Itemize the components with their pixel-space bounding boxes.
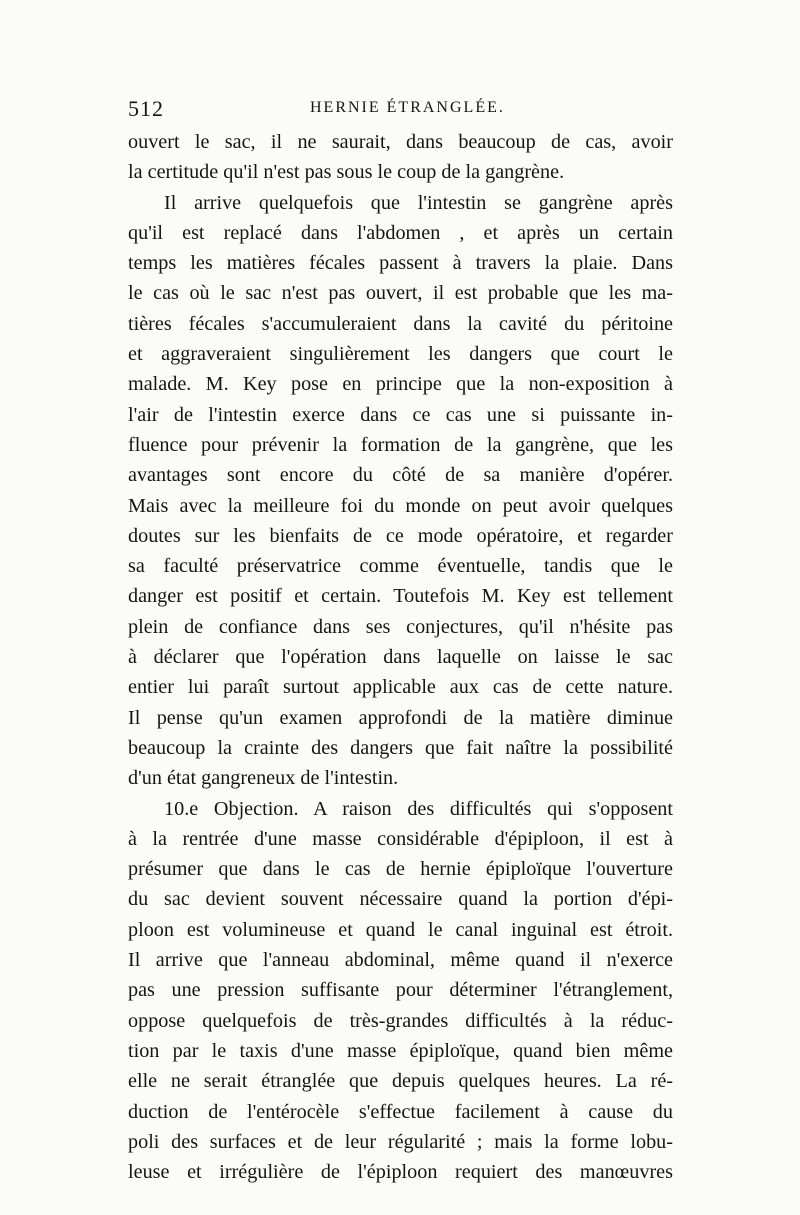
text-line: ouvert le sac, il ne saurait, dans beaucoup de cas, avoir (128, 131, 673, 153)
text-line: Il pense qu'un examen approfondi de la matière diminue (128, 706, 673, 729)
text-line: Il arrive que l'anneau abdominal, même quand il n'exerce (128, 949, 673, 972)
text-line: temps les matières fécales passent à travers la plaie. Dans (128, 252, 673, 275)
text-line: avantages sont encore du côté de sa manière d'opérer. (128, 464, 673, 487)
text-line: le cas où le sac n'est pas ouvert, il est probable que les ma- (128, 282, 673, 305)
text-line: à déclarer que l'opération dans laquelle on laisse le sac (128, 646, 673, 669)
text-line: l'air de l'intestin exerce dans ce cas une si puissante in- (128, 403, 673, 426)
text-line: entier lui paraît surtout applicable aux cas de cette nature. (128, 676, 673, 699)
page-header (128, 96, 673, 126)
text-line: tion par le taxis d'une masse épiploïque, quand bien même (128, 1039, 673, 1062)
text-line: et aggraveraient singulièrement les dangers que court le (128, 343, 673, 366)
text-line: tières fécales s'accumuleraient dans la cavité du péritoine (128, 312, 673, 335)
text-line: fluence pour prévenir la formation de la gangrène, que les (128, 433, 673, 456)
text-line: pas une pression suffisante pour déterminer l'étranglement, (128, 979, 673, 1002)
text-line: elle ne serait étranglée que depuis quelques heures. La ré- (128, 1070, 673, 1093)
text-line: à la rentrée d'une masse considérable d'épiploon, il est à (128, 827, 673, 850)
text-line: poli des surfaces et de leur régularité ; mais la forme lobu- (128, 1130, 673, 1153)
text-line: sa faculté préservatrice comme éventuelle, tandis que le (128, 555, 673, 578)
page-number: 512 (128, 96, 164, 121)
text-line: du sac devient souvent nécessaire quand la portion d'épi- (128, 888, 673, 911)
text-line: doutes sur les bienfaits de ce mode opératoire, et regarder (128, 524, 673, 547)
paragraph-first-line: 10.e Objection. A raison des difficultés qui s'opposent (164, 797, 673, 820)
text-line: plein de confiance dans ses conjectures, qu'il n'hésite pas (128, 615, 673, 638)
text-line: présumer que dans le cas de hernie épiploïque l'ouverture (128, 858, 673, 881)
text-line: duction de l'entérocèle s'effectue facilement à cause du (128, 1100, 673, 1123)
text-line: Mais avec la meilleure foi du monde on peut avoir quelques (128, 494, 673, 517)
body-text (128, 127, 673, 1187)
text-line: leuse et irrégulière de l'épiploon requiert des manœuvres (128, 1161, 673, 1184)
text-line: ploon est volumineuse et quand le canal inguinal est étroit. (128, 918, 673, 941)
text-line: qu'il est replacé dans l'abdomen , et après un certain (128, 221, 673, 244)
text-line: beaucoup la crainte des dangers que fait naître la possibilité (128, 736, 673, 759)
text-line: malade. M. Key pose en principe que la non-exposition à (128, 373, 673, 396)
text-line: la certitude qu'il n'est pas sous le coup de la gangrène. (128, 161, 565, 184)
paragraph-first-line: Il arrive quelquefois que l'intestin se gangrène après (164, 191, 673, 214)
text-line: danger est positif et certain. Toutefois M. Key est tellement (128, 585, 673, 608)
text-line: oppose quelquefois de très-grandes difficultés à la réduc- (128, 1009, 673, 1032)
text-line: d'un état gangreneux de l'intestin. (128, 767, 399, 790)
running-title: HERNIE ÉTRANGLÉE. (310, 99, 505, 116)
